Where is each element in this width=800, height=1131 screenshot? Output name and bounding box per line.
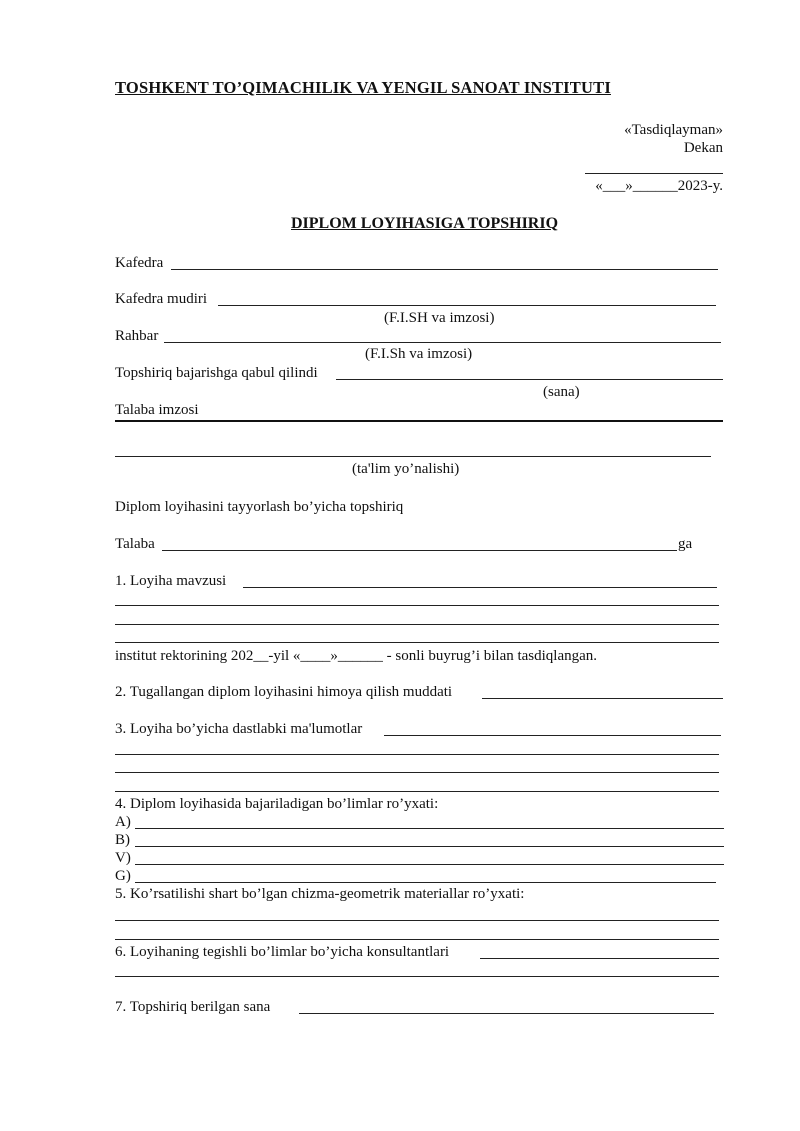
item-4-v-field[interactable] <box>135 864 724 865</box>
item-3-line-3[interactable] <box>115 772 719 773</box>
item-4-b-label: B) <box>115 832 130 848</box>
item-2-field[interactable] <box>482 698 723 699</box>
fish-imzo-caption-2: (F.I.Sh va imzosi) <box>365 346 473 362</box>
institute-title: TOSHKENT TO’QIMACHILIK VA YENGIL SANOAT INSTITUTI <box>115 78 611 97</box>
item-1-line-4[interactable] <box>115 642 719 643</box>
item-6-field[interactable] <box>480 958 719 959</box>
item-3-line-4[interactable] <box>115 791 719 792</box>
qabul-date-field[interactable] <box>336 379 723 380</box>
item-5-line-2[interactable] <box>115 939 719 940</box>
item-6-line-2[interactable] <box>115 976 719 977</box>
talaba-suffix: ga <box>678 536 693 552</box>
dean-signature-line[interactable] <box>585 173 723 174</box>
item-5-label: 5. Ko’rsatilishi shart bo’lgan chizma-geometrik materiallar ro’yxati: <box>115 886 525 902</box>
item-4-b-field[interactable] <box>135 846 724 847</box>
item-4-a-field[interactable] <box>135 828 724 829</box>
item-3-field[interactable] <box>384 735 721 736</box>
item-4-g-field[interactable] <box>135 882 716 883</box>
item-2-label: 2. Tugallangan diplom loyihasini himoya qilish muddati <box>115 684 453 700</box>
dean-label: Dekan <box>683 140 723 156</box>
item-1-line-2[interactable] <box>115 605 719 606</box>
item-6-label: 6. Loyihaning tegishli bo’limlar bo’yicha konsultantlari <box>115 944 450 960</box>
item-4-g-label: G) <box>115 868 131 884</box>
document-title: DIPLOM LOYIHASIGA TOPSHIRIQ <box>291 215 559 232</box>
item-7-field[interactable] <box>299 1013 714 1014</box>
qabul-label: Topshiriq bajarishga qabul qilindi <box>115 365 318 381</box>
talaba-imzo-field[interactable] <box>115 420 723 422</box>
approval-date: «___»______2023-y. <box>595 178 723 194</box>
item-3-line-2[interactable] <box>115 754 719 755</box>
item-1-field[interactable] <box>243 587 717 588</box>
item-1-note: institut rektorining 202__-yil «____»______ - sonli buyrug’i bilan tasdiqlangan. <box>115 648 598 664</box>
rahbar-label: Rahbar <box>115 328 159 344</box>
item-4-a-label: A) <box>115 814 131 830</box>
kafedra-mudiri-label: Kafedra mudiri <box>115 291 208 307</box>
fish-imzo-caption-1: (F.I.SH va imzosi) <box>384 310 495 326</box>
item-1-label: 1. Loyiha mavzusi <box>115 573 227 589</box>
kafedra-label: Kafedra <box>115 255 164 271</box>
intro-text: Diplom loyihasini tayyorlash bo’yicha topshiriq <box>115 499 404 515</box>
talaba-label: Talaba <box>115 536 155 552</box>
item-3-label: 3. Loyiha bo’yicha dastlabki ma'lumotlar <box>115 721 363 737</box>
talaba-field[interactable] <box>162 550 677 551</box>
item-4-label: 4. Diplom loyihasida bajariladigan bo’limlar ro’yxati: <box>115 796 439 812</box>
rahbar-field[interactable] <box>164 342 721 343</box>
talim-field[interactable] <box>115 456 711 457</box>
item-7-label: 7. Topshiriq berilgan sana <box>115 999 271 1015</box>
talaba-imzo-label: Talaba imzosi <box>115 402 199 418</box>
sana-caption: (sana) <box>543 384 580 400</box>
approve-label: «Tasdiqlayman» <box>624 122 723 138</box>
talim-caption: (ta'lim yo’nalishi) <box>352 461 460 477</box>
kafedra-field[interactable] <box>171 269 718 270</box>
item-4-v-label: V) <box>115 850 131 866</box>
kafedra-mudiri-field[interactable] <box>218 305 716 306</box>
item-1-line-3[interactable] <box>115 624 719 625</box>
item-5-line-1[interactable] <box>115 920 719 921</box>
